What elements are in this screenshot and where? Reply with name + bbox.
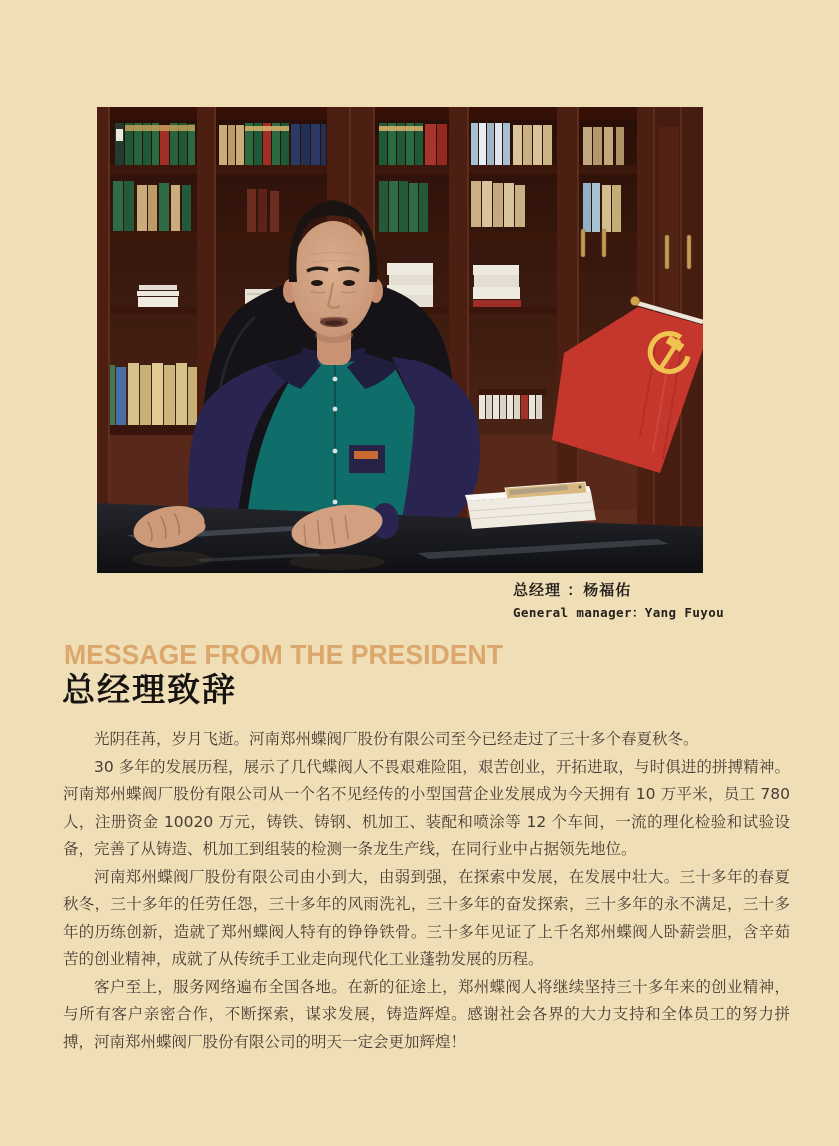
photo-caption-cn: 总经理 ：杨福佑 <box>513 581 632 599</box>
paragraph-2: 30 多年的发展历程，展示了几代蝶阀人不畏艰难险阻，艰苦创业，开拓进取，与时俱进的拼搏精神。河南郑州蝶阀厂股份有限公司从一个名不见经传的小型国营企业发展成为今天拥有 10 万平米，员工 780 人，注册资金 10020 万元，铸铁、铸钢、机加工、装配和喷涂等 12 个车间，一流的理化检验和试验设备，完善了从铸造、机加工到组装的检测一条龙生产线，在同行业中占据领先地位。 <box>63 757 790 858</box>
photo-caption <box>513 579 724 621</box>
photo-caption-en: General manager：Yang Fuyou <box>513 605 725 620</box>
paragraph-1: 光阴荏苒，岁月飞逝。河南郑州蝶阀厂股份有限公司至今已经走过了三十多个春夏秋冬。 <box>94 730 699 748</box>
paragraph-4: 客户至上，服务网络遍布全国各地。在新的征途上，郑州蝶阀人将继续坚持三十多年来的创业精神，与所有客户亲密合作，不断探索，谋求发展，铸造辉煌。感谢社会各界的大力支持和全体员工的努力拼搏，河南郑州蝶阀厂股份有限公司的明天一定会更加辉煌！ <box>63 977 790 1051</box>
president-photo <box>97 107 703 573</box>
president-photo-art <box>97 107 703 573</box>
section-title-cn: 总经理致辞 <box>62 670 237 709</box>
section-title-en: MESSAGE FROM THE PRESIDENT <box>64 639 503 670</box>
paragraph-3: 河南郑州蝶阀厂股份有限公司由小到大，由弱到强，在探索中发展，在发展中壮大。三十多年的春夏秋冬，三十多年的任劳任怨，三十多年的风雨洗礼，三十多年的奋发探索，三十多年的永不满足，三十多年的历练创新，造就了郑州蝶阀人特有的铮铮铁骨。三十多年见证了上千名郑州蝶阀人卧薪尝胆，含辛茹苦的创业精神，成就了从传统手工业走向现代化工业蓬勃发展的历程。 <box>63 867 790 968</box>
message-body <box>63 726 790 1056</box>
